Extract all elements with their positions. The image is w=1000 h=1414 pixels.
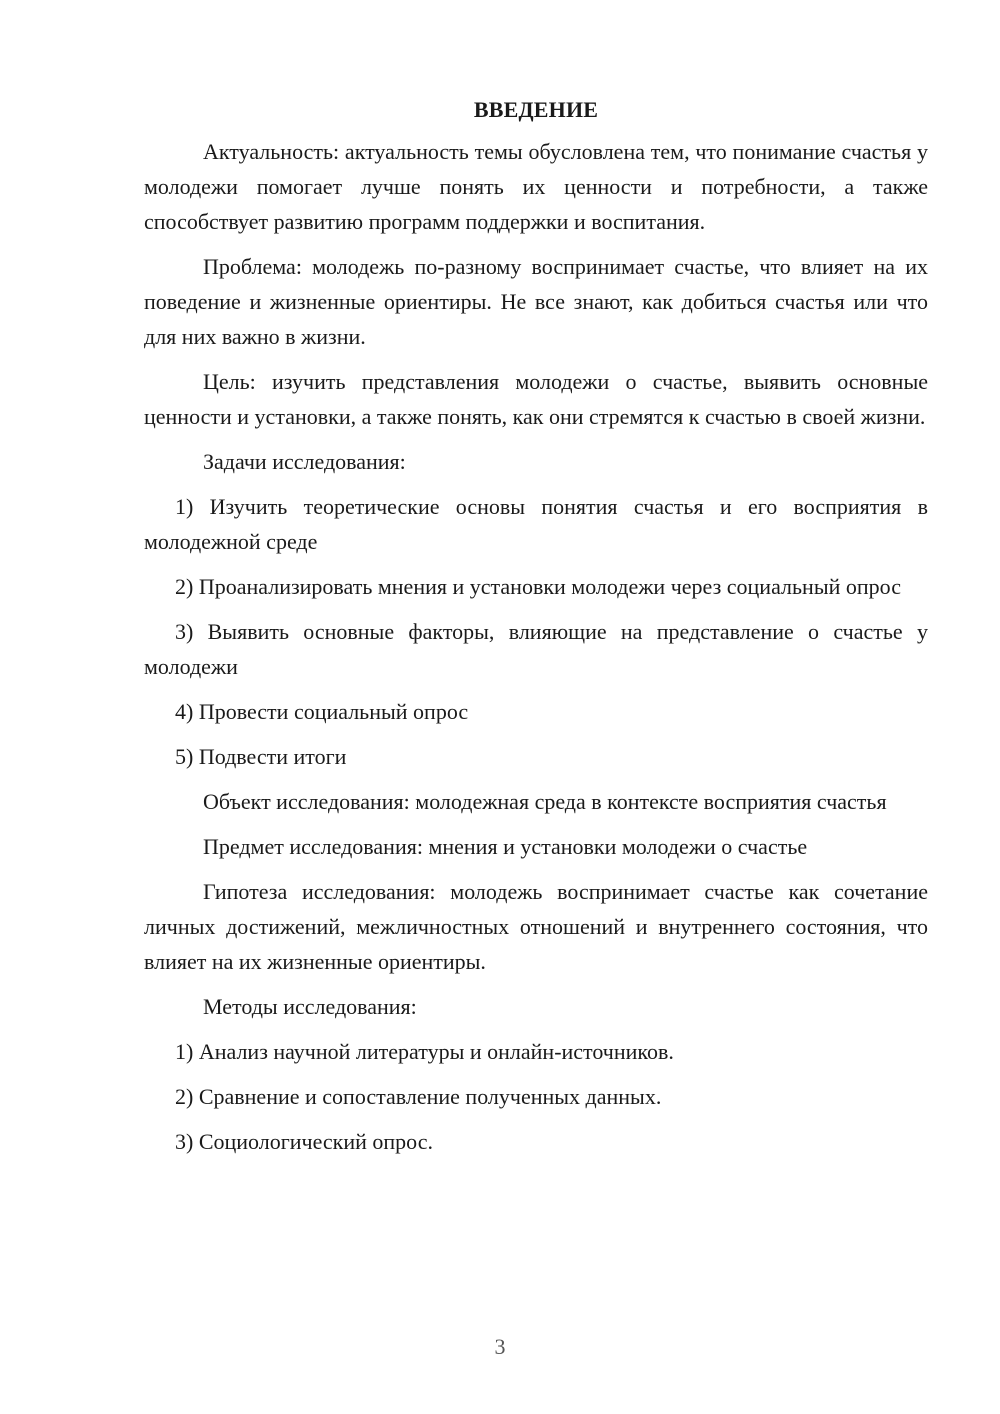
task-item-3: 3) Выявить основные факторы, влияющие на представление о счастье у молодежи — [144, 619, 928, 679]
task-item-5: 5) Подвести итоги — [175, 744, 347, 769]
method-item-1: 1) Анализ научной литературы и онлайн-источников. — [175, 1039, 674, 1064]
document-title: ВВЕДЕНИЕ — [473, 97, 599, 122]
tasks-heading: Задачи исследования: — [203, 449, 406, 474]
task-item-4: 4) Провести социальный опрос — [175, 699, 469, 724]
relevance-paragraph: Актуальность: актуальность темы обусловлена тем, что понимание счастья у молодежи помогает лучше понять их ценности и потребности, а также способствует развитию программ поддержки и воспитания. — [144, 139, 928, 234]
methods-heading: Методы исследования: — [203, 994, 417, 1019]
subject-paragraph: Предмет исследования: мнения и установки молодежи о счастье — [203, 834, 808, 859]
page-number: 3 — [494, 1334, 506, 1359]
task-item-2: 2) Проанализировать мнения и установки молодежи через социальный опрос — [175, 574, 901, 599]
goal-paragraph: Цель: изучить представления молодежи о счастье, выявить основные ценности и установки, а также понять, как они стремятся к счастью в своей жизни. — [144, 369, 928, 429]
document-page — [144, 94, 928, 1169]
task-item-1: 1) Изучить теоретические основы понятия счастья и его восприятия в молодежной среде — [144, 494, 928, 554]
problem-paragraph: Проблема: молодежь по-разному воспринимает счастье, что влияет на их поведение и жизненные ориентиры. Не все знают, как добиться счастья или что для них важно в жизни. — [144, 254, 928, 349]
method-item-3: 3) Социологический опрос. — [175, 1129, 433, 1154]
method-item-2: 2) Сравнение и сопоставление полученных данных. — [175, 1084, 662, 1109]
object-paragraph: Объект исследования: молодежная среда в контексте восприятия счастья — [203, 789, 887, 814]
hypothesis-paragraph: Гипотеза исследования: молодежь воспринимает счастье как сочетание личных достижений, межличностных отношений и внутреннего состояния, что влияет на их жизненные ориентиры. — [144, 879, 928, 974]
